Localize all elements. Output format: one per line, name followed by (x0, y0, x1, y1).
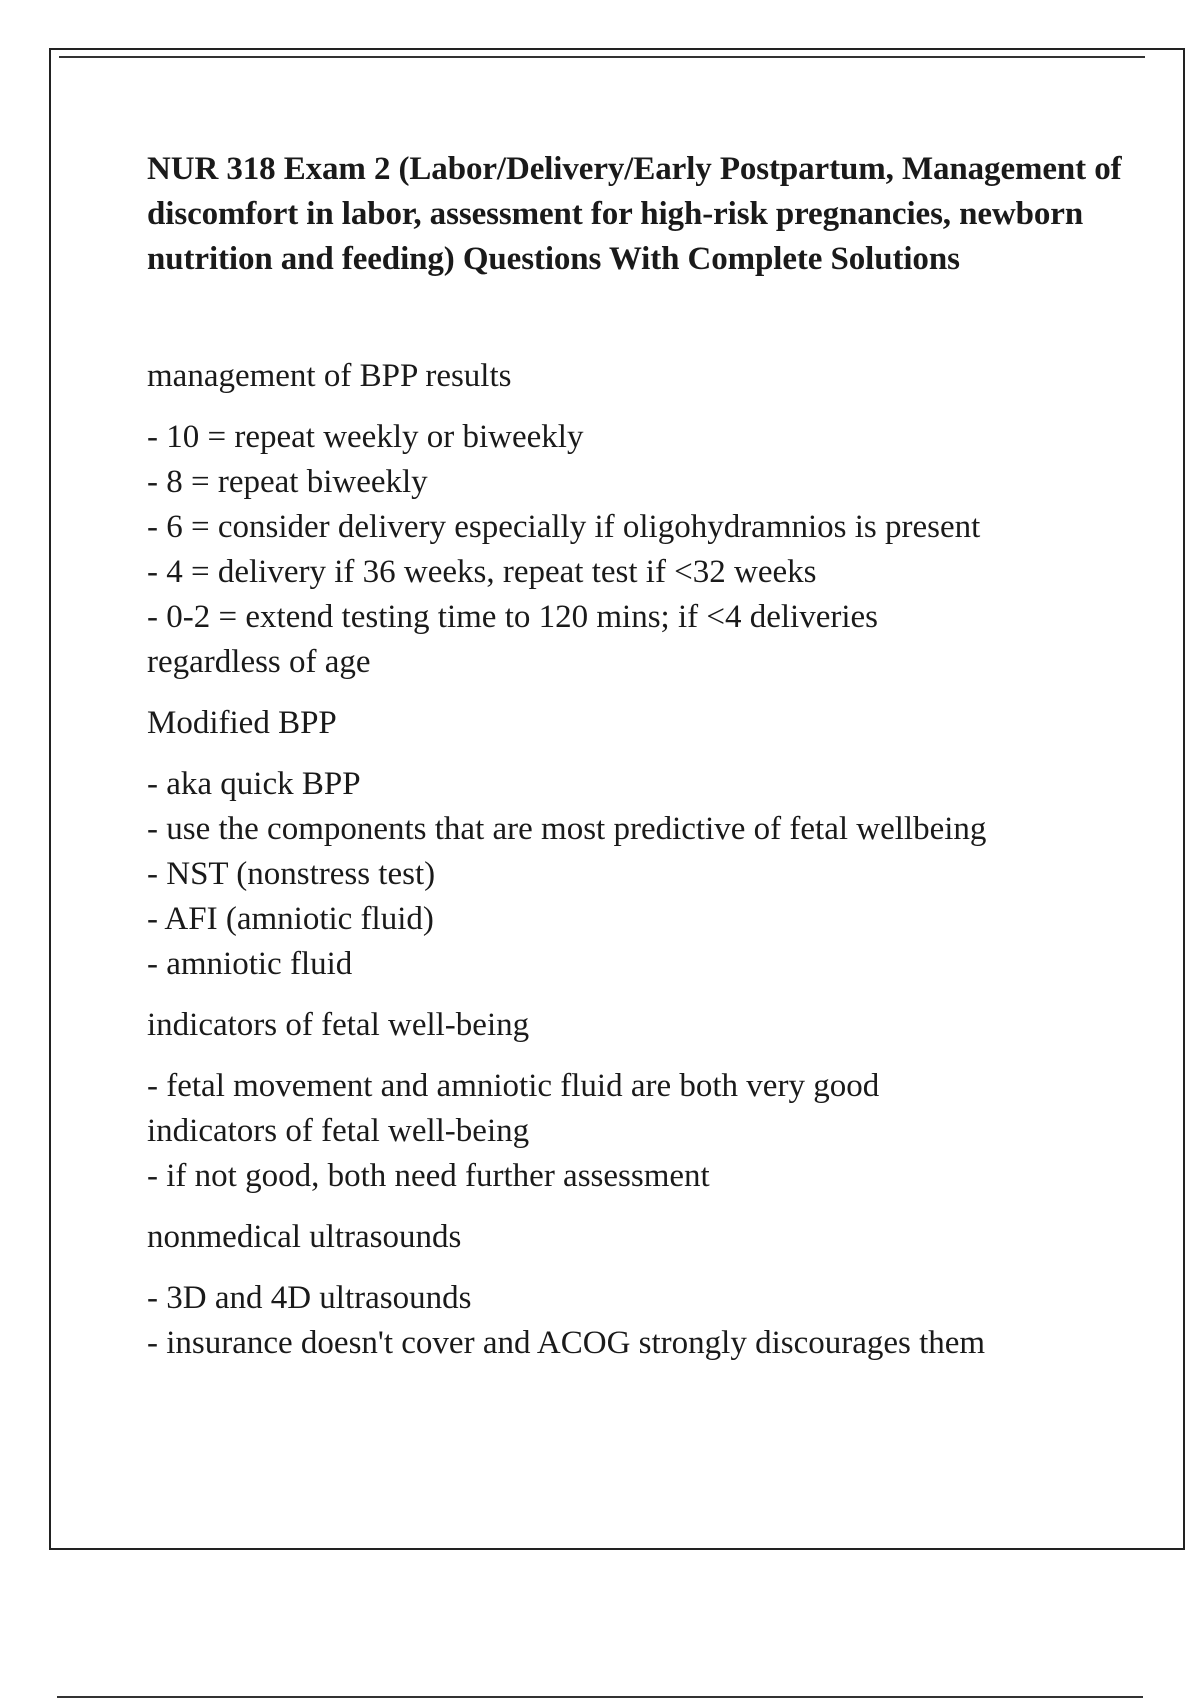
qa-list (147, 354, 1137, 1366)
answer-line: - NST (nonstress test) (147, 856, 436, 892)
answer-line: - 0-2 = extend testing time to 120 mins; if <4 deliveries regardless of age (147, 599, 879, 680)
answer-line: - aka quick BPP (147, 766, 361, 802)
answer-line: - 4 = delivery if 36 weeks, repeat test if <32 weeks (147, 554, 817, 590)
answer (147, 1064, 1137, 1199)
qa-item (147, 354, 1137, 685)
answer-line: - 6 = consider delivery especially if oligohydramnios is present (147, 509, 981, 545)
answer-line: - fetal movement and amniotic fluid are both very good indicators of fetal well-being (147, 1068, 880, 1149)
question: indicators of fetal well-being (147, 1007, 530, 1043)
answer-line: - amniotic fluid (147, 946, 353, 982)
answer-line: - AFI (amniotic fluid) (147, 901, 434, 937)
answer-line: - use the components that are most predictive of fetal wellbeing (147, 811, 987, 847)
question: Modified BPP (147, 705, 337, 741)
answer (147, 1276, 1137, 1366)
answer-line: - 10 = repeat weekly or biweekly (147, 419, 584, 455)
answer-line: - 3D and 4D ultrasounds (147, 1280, 472, 1316)
answer-line: - if not good, both need further assessment (147, 1158, 710, 1194)
document-title: NUR 318 Exam 2 (Labor/Delivery/Early Postpartum, Management of discomfort in labor, assessment for high-risk pregnancies, newborn nutrition and feeding) Questions With Complete Solutions (147, 151, 1122, 277)
page-frame (49, 48, 1185, 1550)
answer-line: - insurance doesn't cover and ACOG strongly discourages them (147, 1325, 986, 1361)
answer (147, 762, 1137, 987)
bottom-rule (57, 1696, 1143, 1698)
qa-item (147, 1003, 1137, 1199)
question: nonmedical ultrasounds (147, 1219, 462, 1255)
answer (147, 415, 1137, 685)
question: management of BPP results (147, 358, 512, 394)
qa-item (147, 1215, 1137, 1366)
top-rule (59, 56, 1145, 58)
document-content (147, 147, 1137, 1382)
answer-line: - 8 = repeat biweekly (147, 464, 428, 500)
qa-item (147, 701, 1137, 987)
